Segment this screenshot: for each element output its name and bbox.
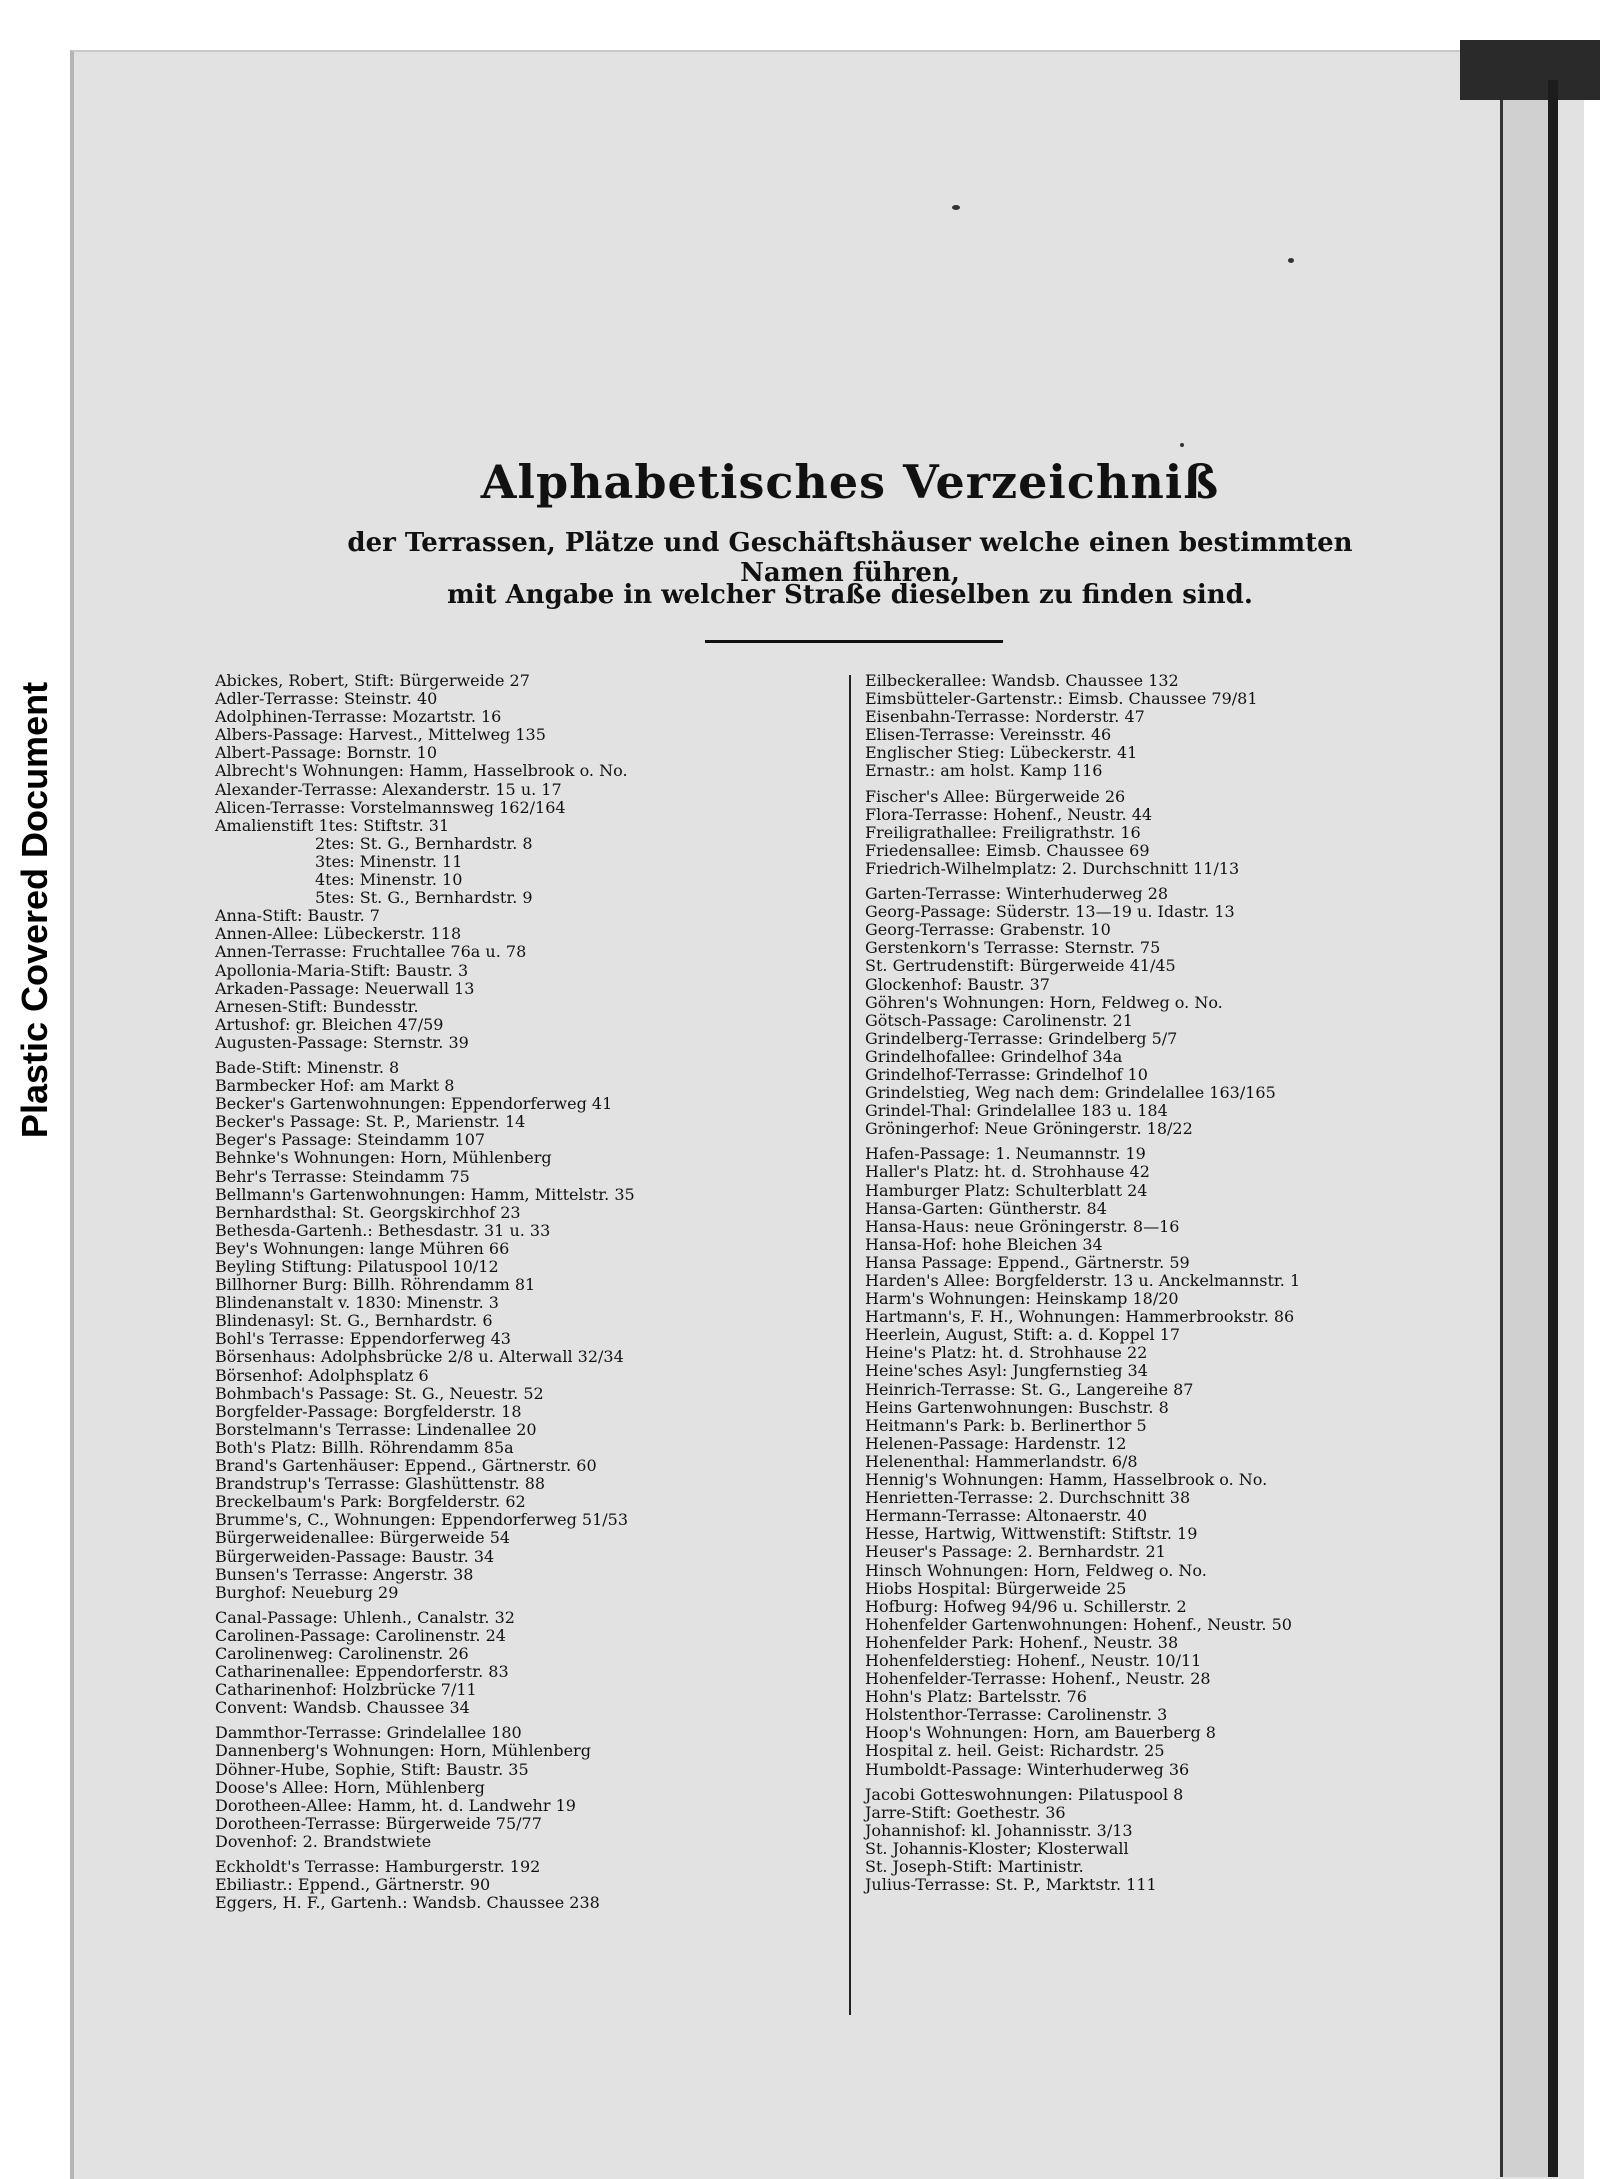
index-entry: Hohenfelder-Terrasse: Hohenf., Neustr. 28 (865, 1669, 1211, 1689)
index-entry: Dannenberg's Wohnungen: Horn, Mühlenberg (215, 1741, 591, 1761)
index-entry: Hermann-Terrasse: Altonaerstr. 40 (865, 1506, 1148, 1526)
index-entry: Bernhardsthal: St. Georgskirchhof 23 (215, 1202, 521, 1222)
index-entry: Hohenfelderstieg: Hohenf., Neustr. 10/11 (865, 1650, 1202, 1670)
index-entry: Hohenfelder Park: Hohenf., Neustr. 38 (865, 1632, 1179, 1652)
index-entry: Döhner-Hube, Sophie, Stift: Baustr. 35 (215, 1759, 529, 1779)
index-entry: Georg-Terrasse: Grabenstr. 10 (865, 920, 1111, 940)
side-label (2, 640, 68, 1180)
index-entry: 3tes: Minenstr. 11 (315, 851, 463, 871)
index-entry: Albers-Passage: Harvest., Mittelweg 135 (215, 725, 546, 745)
index-entry: Barmbecker Hof: am Markt 8 (215, 1076, 455, 1096)
index-entry: Brandstrup's Terrasse: Glashüttenstr. 88 (215, 1474, 546, 1494)
index-entry: Bürgerweiden-Passage: Baustr. 34 (215, 1546, 495, 1566)
index-entry: Hesse, Hartwig, Wittwenstift: Stiftstr. 19 (865, 1524, 1198, 1544)
index-entry: St. Johannis-Kloster; Klosterwall (865, 1838, 1129, 1858)
index-entry: Bunsen's Terrasse: Angerstr. 38 (215, 1564, 474, 1584)
index-entry: 4tes: Minenstr. 10 (315, 870, 463, 890)
index-entry: Hohenfelder Gartenwohnungen: Hohenf., Neustr. 50 (865, 1614, 1292, 1634)
index-entry: Annen-Terrasse: Fruchtallee 76a u. 78 (215, 942, 527, 962)
index-entry: Heitmann's Park: b. Berlinerthor 5 (865, 1415, 1147, 1435)
index-entry: Carolinenweg: Carolinenstr. 26 (215, 1643, 469, 1663)
index-entry: Eisenbahn-Terrasse: Norderstr. 47 (865, 707, 1145, 727)
index-entry: Dorotheen-Terrasse: Bürgerweide 75/77 (215, 1813, 542, 1833)
index-entry: Adler-Terrasse: Steinstr. 40 (215, 689, 438, 709)
index-entry: Eilbeckerallee: Wandsb. Chaussee 132 (865, 671, 1179, 690)
index-entry: Ernastr.: am holst. Kamp 116 (865, 761, 1103, 781)
index-entry: Bellmann's Gartenwohnungen: Hamm, Mittelstr. 35 (215, 1184, 635, 1204)
index-entry: Arkaden-Passage: Neuerwall 13 (215, 978, 475, 998)
side-label-text: Plastic Covered Document (14, 681, 56, 1139)
index-entry: Behr's Terrasse: Steindamm 75 (215, 1166, 470, 1186)
index-entry: St. Joseph-Stift: Martinistr. (865, 1857, 1084, 1876)
index-entry: Heuser's Passage: 2. Bernhardstr. 21 (865, 1542, 1166, 1562)
index-entry: Convent: Wandsb. Chaussee 34 (215, 1698, 470, 1718)
index-entry: Elisen-Terrasse: Vereinsstr. 46 (865, 725, 1112, 745)
index-entry: Hafen-Passage: 1. Neumannstr. 19 (865, 1144, 1146, 1164)
index-entry: Hoop's Wohnungen: Horn, am Bauerberg 8 (865, 1723, 1216, 1743)
index-entry: Holstenthor-Terrasse: Carolinenstr. 3 (865, 1705, 1168, 1725)
index-entry: Eggers, H. F., Gartenh.: Wandsb. Chaussee 238 (215, 1893, 600, 1913)
index-entry: Hansa Passage: Eppend., Gärtnerstr. 59 (865, 1252, 1190, 1272)
page-binding (1500, 100, 1551, 2177)
index-entry: Borstelmann's Terrasse: Lindenallee 20 (215, 1419, 537, 1439)
index-entry: Hansa-Hof: hohe Bleichen 34 (865, 1234, 1103, 1254)
subtitle-line-1: der Terrassen, Plätze und Geschäftshäuser welche einen bestimmten Namen führen, (347, 528, 1353, 588)
index-entry: Burghof: Neueburg 29 (215, 1582, 399, 1602)
index-entry: Börsenhaus: Adolphsbrücke 2/8 u. Alterwall 32/34 (215, 1347, 624, 1367)
index-entry: Hofburg: Hofweg 94/96 u. Schillerstr. 2 (865, 1596, 1187, 1616)
ink-speck (1288, 258, 1294, 263)
index-entry: Billhorner Burg: Billh. Röhrendamm 81 (215, 1275, 536, 1295)
index-entry: Canal-Passage: Uhlenh., Canalstr. 32 (215, 1607, 515, 1627)
index-entry: Becker's Passage: St. P., Marienstr. 14 (215, 1112, 526, 1132)
index-entry: Helenen-Passage: Hardenstr. 12 (865, 1433, 1127, 1453)
index-entry: Albert-Passage: Bornstr. 10 (215, 743, 438, 763)
index-entry: Götsch-Passage: Carolinenstr. 21 (865, 1010, 1133, 1030)
index-entry: Amalienstift 1tes: Stiftstr. 31 (215, 815, 450, 835)
index-entry: Johannishof: kl. Johannisstr. 3/13 (865, 1820, 1133, 1840)
index-entry: Becker's Gartenwohnungen: Eppendorferweg 41 (215, 1094, 613, 1114)
index-entry: Hospital z. heil. Geist: Richardstr. 25 (865, 1741, 1165, 1761)
index-entry: Hartmann's, F. H., Wohnungen: Hammerbrookstr. 86 (865, 1307, 1295, 1327)
index-entry: Brand's Gartenhäuser: Eppend., Gärtnerstr. 60 (215, 1456, 597, 1476)
index-entry: Eckholdt's Terrasse: Hamburgerstr. 192 (215, 1857, 541, 1876)
index-entry: Albrecht's Wohnungen: Hamm, Hasselbrook o. No. (215, 761, 628, 781)
index-entry: Göhren's Wohnungen: Horn, Feldweg o. No. (865, 992, 1223, 1012)
right-column (865, 672, 1485, 1894)
index-entry: Heine's Platz: ht. d. Strohhause 22 (865, 1343, 1148, 1363)
index-entry: Grindel-Thal: Grindelallee 183 u. 184 (865, 1101, 1168, 1121)
index-entry: Bohmbach's Passage: St. G., Neuestr. 52 (215, 1383, 544, 1403)
index-entry: Bade-Stift: Minenstr. 8 (215, 1057, 400, 1077)
page-title: Alphabetisches Verzeichniß (480, 455, 1220, 509)
index-entry: Abickes, Robert, Stift: Bürgerweide 27 (215, 671, 530, 690)
index-entry: Grindelhof-Terrasse: Grindelhof 10 (865, 1064, 1148, 1084)
index-entry: Henrietten-Terrasse: 2. Durchschnitt 38 (865, 1488, 1191, 1508)
index-entry: Heine'sches Asyl: Jungfernstieg 34 (865, 1361, 1148, 1381)
ink-speck (952, 205, 960, 210)
index-entry: Artushof: gr. Bleichen 47/59 (215, 1014, 444, 1034)
index-entry: Arnesen-Stift: Bundesstr. (215, 996, 419, 1016)
index-entry: Hamburger Platz: Schulterblatt 24 (865, 1180, 1148, 1200)
index-entry: Friedensallee: Eimsb. Chaussee 69 (865, 840, 1150, 860)
index-entry: Heins Gartenwohnungen: Buschstr. 8 (865, 1397, 1169, 1417)
index-entry: Bürgerweidenallee: Bürgerweide 54 (215, 1528, 511, 1548)
left-column (215, 672, 835, 1912)
index-entry: Heerlein, August, Stift: a. d. Koppel 17 (865, 1325, 1181, 1345)
index-entry: Dorotheen-Allee: Hamm, ht. d. Landwehr 19 (215, 1795, 576, 1815)
index-entry: Helenenthal: Hammerlandstr. 6/8 (865, 1451, 1138, 1471)
index-entry: Haller's Platz: ht. d. Strohhause 42 (865, 1162, 1150, 1182)
index-entry: Eimsbütteler-Gartenstr.: Eimsb. Chaussee 79/81 (865, 689, 1258, 709)
index-entry: Harm's Wohnungen: Heinskamp 18/20 (865, 1289, 1179, 1309)
index-entry: 2tes: St. G., Bernhardstr. 8 (315, 833, 533, 853)
index-entry: Gerstenkorn's Terrasse: Sternstr. 75 (865, 938, 1161, 958)
index-entry: 5tes: St. G., Bernhardstr. 9 (315, 888, 533, 908)
index-entry: Hennig's Wohnungen: Hamm, Hasselbrook o. No. (865, 1470, 1268, 1490)
index-entry: Bohl's Terrasse: Eppendorferweg 43 (215, 1329, 511, 1349)
index-entry: Beger's Passage: Steindamm 107 (215, 1130, 486, 1150)
index-entry: Beyling Stiftung: Pilatuspool 10/12 (215, 1257, 499, 1276)
index-entry: Annen-Allee: Lübeckerstr. 118 (215, 924, 462, 944)
index-entry: Blindenanstalt v. 1830: Minenstr. 3 (215, 1293, 499, 1313)
index-entry: Jarre-Stift: Goethestr. 36 (865, 1802, 1066, 1822)
index-entry: Grindelstieg, Weg nach dem: Grindelallee 163/165 (865, 1083, 1276, 1103)
index-entry: Glockenhof: Baustr. 37 (865, 974, 1050, 994)
index-entry: Bethesda-Gartenh.: Bethesdastr. 31 u. 33 (215, 1220, 551, 1240)
right-page-edge (1548, 80, 1558, 2177)
index-entry: Harden's Allee: Borgfelderstr. 13 u. Anckelmannstr. 1 (865, 1271, 1301, 1290)
index-entry: Catharinenhof: Holzbrücke 7/11 (215, 1680, 477, 1700)
index-entry: Dammthor-Terrasse: Grindelallee 180 (215, 1723, 522, 1743)
index-entry: Hansa-Haus: neue Gröningerstr. 8—16 (865, 1216, 1180, 1236)
index-entry: Adolphinen-Terrasse: Mozartstr. 16 (215, 707, 502, 727)
index-entry: Brumme's, C., Wohnungen: Eppendorferweg 51/53 (215, 1510, 629, 1530)
index-entry: Hohn's Platz: Bartelsstr. 76 (865, 1687, 1087, 1707)
index-entry: Blindenasyl: St. G., Bernhardstr. 6 (215, 1311, 493, 1331)
index-entry: Fischer's Allee: Bürgerweide 26 (865, 786, 1126, 806)
index-entry: Englischer Stieg: Lübeckerstr. 41 (865, 743, 1138, 763)
index-entry: Apollonia-Maria-Stift: Baustr. 3 (215, 960, 469, 980)
index-entry: Borgfelder-Passage: Borgfelderstr. 18 (215, 1401, 522, 1421)
index-entry: Anna-Stift: Baustr. 7 (215, 906, 380, 926)
index-entry: Julius-Terrasse: St. P., Marktstr. 111 (865, 1875, 1157, 1895)
index-entry: Both's Platz: Billh. Röhrendamm 85a (215, 1437, 514, 1457)
column-divider (849, 675, 851, 2015)
ink-speck (1180, 443, 1184, 447)
subtitle-line-2: mit Angabe in welcher Straße dieselben zu finden sind. (447, 580, 1253, 610)
index-entry: Grindelberg-Terrasse: Grindelberg 5/7 (865, 1028, 1178, 1048)
title-rule (705, 640, 1003, 643)
index-entry: Hinsch Wohnungen: Horn, Feldweg o. No. (865, 1560, 1207, 1580)
index-entry: Freiligrathallee: Freiligrathstr. 16 (865, 822, 1141, 842)
index-entry: Alexander-Terrasse: Alexanderstr. 15 u. 17 (215, 779, 562, 799)
index-entry: Hiobs Hospital: Bürgerweide 25 (865, 1578, 1127, 1598)
index-entry: Ebiliastr.: Eppend., Gärtnerstr. 90 (215, 1875, 491, 1895)
index-entry: Dovenhof: 2. Brandstwiete (215, 1831, 432, 1851)
index-entry: Alicen-Terrasse: Vorstelmannsweg 162/164 (215, 797, 566, 817)
index-entry: Breckelbaum's Park: Borgfelderstr. 62 (215, 1492, 526, 1512)
index-entry: Börsenhof: Adolphsplatz 6 (215, 1365, 429, 1385)
index-entry: Doose's Allee: Horn, Mühlenberg (215, 1777, 485, 1797)
index-entry: St. Gertrudenstift: Bürgerweide 41/45 (865, 956, 1176, 976)
index-entry: Grindelhofallee: Grindelhof 34a (865, 1046, 1123, 1066)
index-entry: Carolinen-Passage: Carolinenstr. 24 (215, 1625, 506, 1645)
index-entry: Catharinenallee: Eppendorferstr. 83 (215, 1662, 509, 1682)
index-entry: Jacobi Gotteswohnungen: Pilatuspool 8 (865, 1784, 1184, 1804)
index-entry: Flora-Terrasse: Hohenf., Neustr. 44 (865, 804, 1153, 824)
index-entry: Georg-Passage: Süderstr. 13—19 u. Idastr. 13 (865, 902, 1235, 922)
index-entry: Garten-Terrasse: Winterhuderweg 28 (865, 884, 1169, 904)
index-entry: Bey's Wohnungen: lange Mühren 66 (215, 1238, 510, 1258)
index-entry: Gröningerhof: Neue Gröningerstr. 18/22 (865, 1119, 1193, 1139)
index-entry: Behnke's Wohnungen: Horn, Mühlenberg (215, 1148, 552, 1168)
index-entry: Heinrich-Terrasse: St. G., Langereihe 87 (865, 1379, 1194, 1399)
index-entry: Augusten-Passage: Sternstr. 39 (215, 1032, 469, 1052)
dark-corner (1460, 40, 1600, 100)
index-entry: Humboldt-Passage: Winterhuderweg 36 (865, 1759, 1190, 1779)
index-entry: Hansa-Garten: Güntherstr. 84 (865, 1198, 1107, 1218)
index-entry: Friedrich-Wilhelmplatz: 2. Durchschnitt 11/13 (865, 858, 1240, 878)
